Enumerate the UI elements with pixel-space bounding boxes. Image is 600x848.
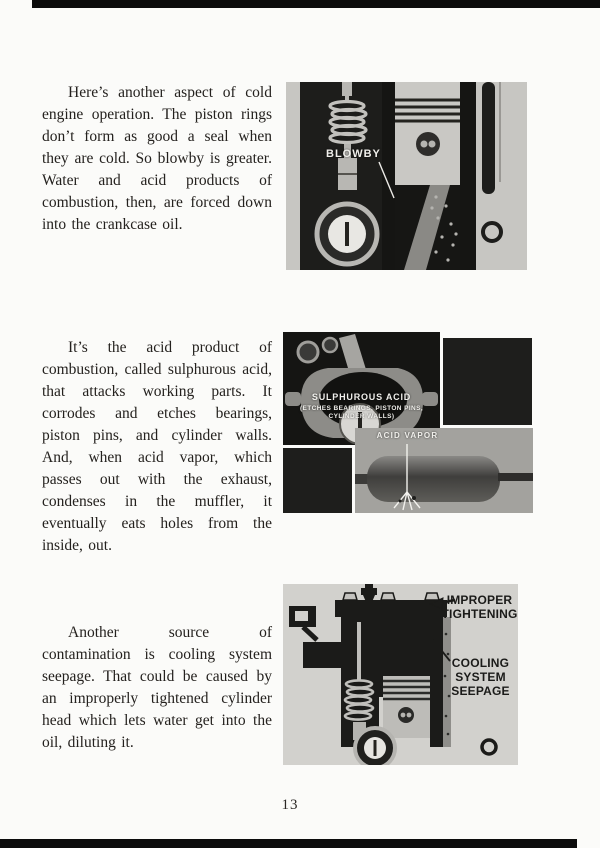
engine-cutaway-illustration: [286, 82, 527, 270]
page-number: 13: [281, 797, 299, 813]
paragraph-blowby: Here’s another aspect of cold engine operation. The piston rings don’t form as good a seal when they are cold. So blowby is greater. Water and acid products of combustion, then, are forced down into the crankcase oil.: [42, 83, 272, 233]
cooling-seepage-label-line2: SYSTEM: [455, 670, 506, 684]
figure-sulphurous-acid-composite: [283, 332, 533, 513]
figure-cooling-seepage-cutaway: [283, 584, 518, 765]
cooling-seepage-label-line1: COOLING: [451, 656, 510, 670]
scan-edge-bottom: [0, 839, 577, 848]
sulphurous-acid-label: SULPHUROUS ACID: [311, 392, 412, 402]
blowby-label: BLOWBY: [326, 148, 381, 160]
dark-panel-top-right: [443, 338, 532, 425]
paragraph-cooling-seepage: Another source of contamination is cooling system seepage. That could be caused by an improperly tightened cylinder head which lets water get into the oil, diluting it.: [42, 623, 272, 751]
improper-tightening-label-line2: TIGHTENING: [441, 607, 518, 621]
etches-bearings-label: (ETCHES BEARINGS, PISTON PINS,: [299, 405, 424, 412]
figure-blowby-cutaway: [286, 82, 527, 270]
scan-edge-top: [32, 0, 600, 8]
acid-vapor-label: ACID VAPOR: [376, 431, 439, 440]
improper-tightening-label-line1: IMPROPER: [446, 593, 513, 607]
paragraph-sulphurous-acid: It’s the acid product of combustion, called sulphurous acid, that attacks working parts. It corrodes and etches bearings, piston pins, and cylinder walls. And, when acid vapor, which passes out with the exhaust, condenses in the muffler, it eventually eats holes from the inside, out.: [42, 338, 272, 554]
dark-panel-bottom-left: [283, 448, 352, 513]
cooling-seepage-label-line3: SEEPAGE: [451, 684, 510, 698]
acid-composite-illustration: [283, 332, 533, 513]
cylinder-walls-label: CYLINDER WALLS): [328, 413, 395, 420]
